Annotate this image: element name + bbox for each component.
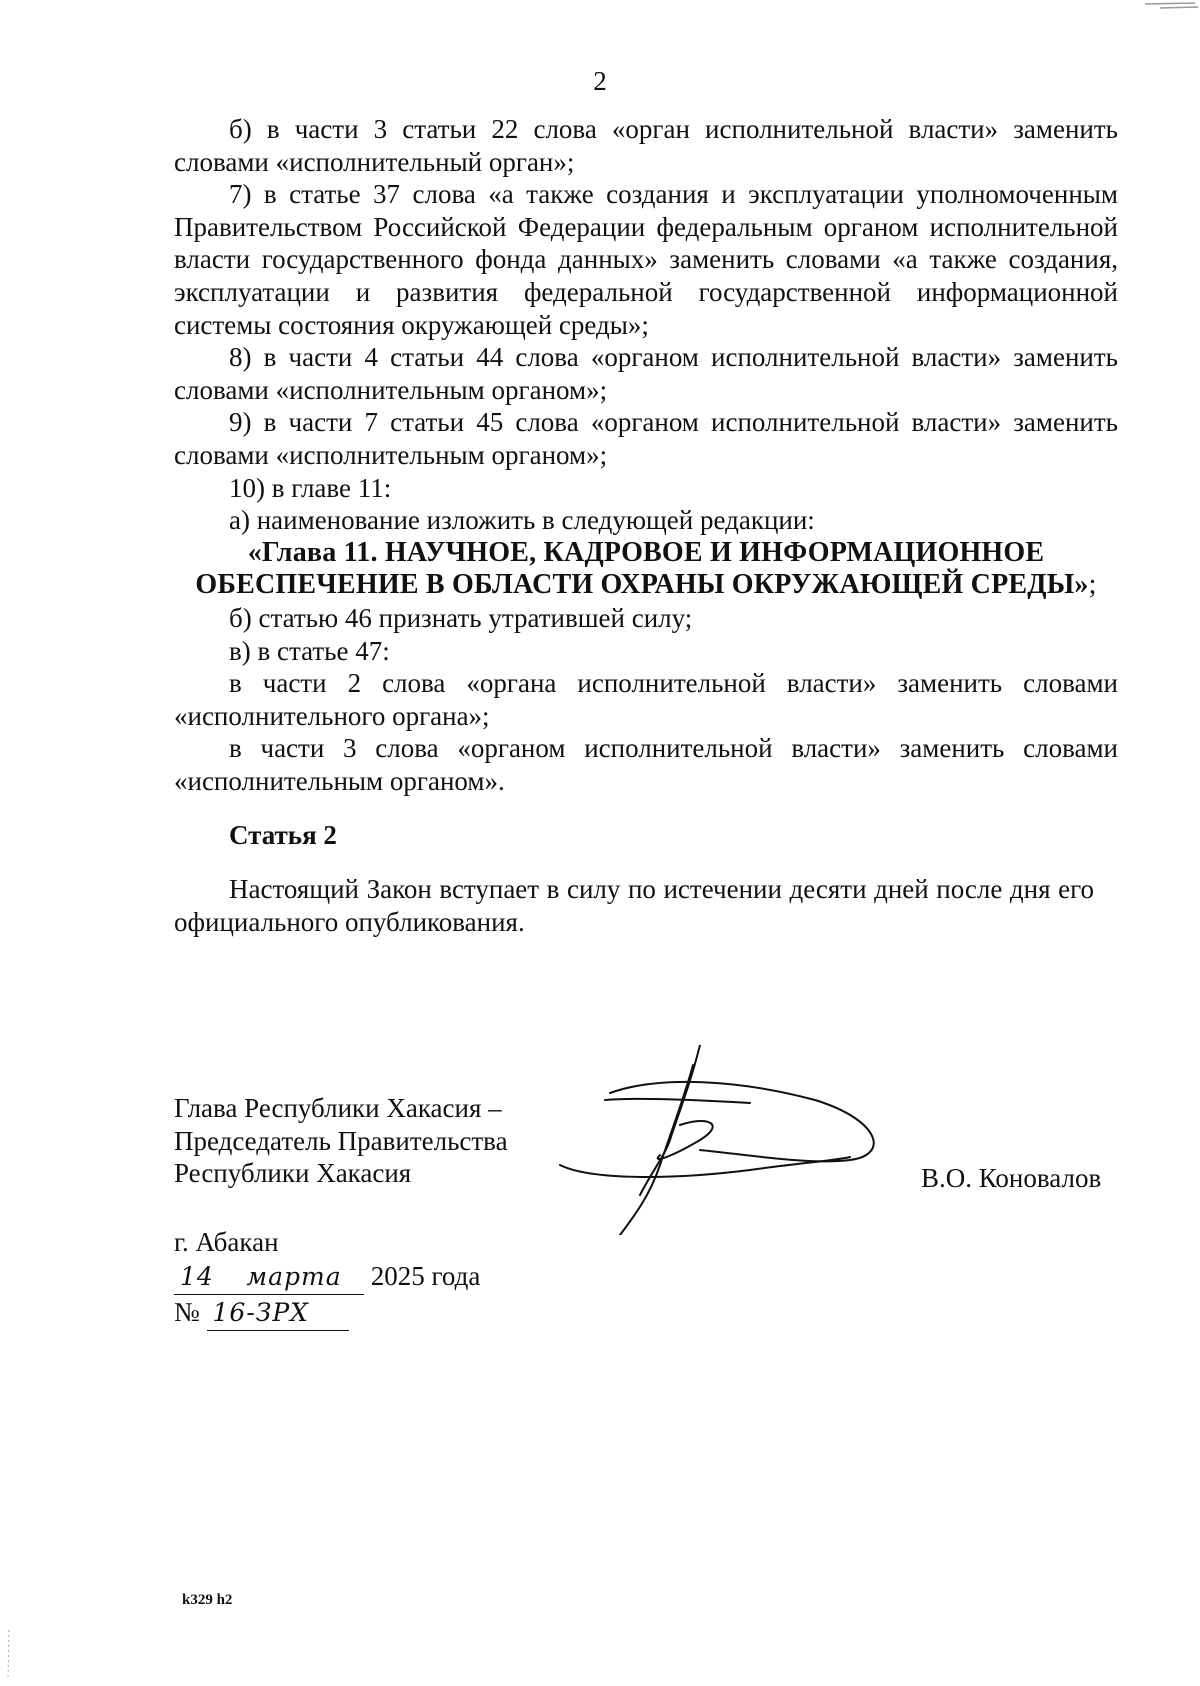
place: г. Абакан xyxy=(174,1227,279,1257)
chapter-title-line2 xyxy=(174,569,1118,602)
chapter-title-tail: ; xyxy=(1088,569,1097,601)
signer-title-line1: Глава Республики Хакасия – xyxy=(174,1093,502,1123)
paragraph-item-10: 10) в главе 11: xyxy=(229,472,392,503)
scan-artifact xyxy=(1140,0,1200,14)
amendments-list xyxy=(174,113,1118,797)
date-line xyxy=(174,1259,480,1295)
signer-name: В.О. Коновалов xyxy=(921,1163,1102,1193)
paragraph-item-8: 8) в части 4 статьи 44 слова «органом исполнительной власти» заменить словами «исполнительным органом»; xyxy=(174,342,1118,405)
scan-artifact xyxy=(4,1630,14,1680)
paragraph-part-2: в части 2 слова «органа исполнительной власти» заменить словами «исполнительного органа»; xyxy=(174,668,1118,731)
paragraph-subitem-v: в) в статье 47: xyxy=(229,635,390,666)
number-sign: № xyxy=(174,1297,200,1327)
paragraph-subitem-a: а) наименование изложить в следующей редакции: xyxy=(229,505,815,536)
document-code: k329 h2 xyxy=(182,1592,233,1608)
signer-title-line3: Республики Хакасия xyxy=(174,1158,412,1189)
place-date-block xyxy=(174,1225,480,1331)
paragraph-item-9: 9) в части 7 статьи 45 слова «органом исполнительной власти» заменить словами «исполнительным органом»; xyxy=(174,407,1118,470)
law-number: 16-ЗРХ xyxy=(207,1296,349,1331)
signer-title xyxy=(174,1092,554,1190)
chapter-title xyxy=(174,537,1118,602)
date-month: марта xyxy=(224,1260,364,1295)
signer-title-line2: Председатель Правительства xyxy=(174,1125,508,1156)
date-year: 2025 года xyxy=(370,1261,481,1291)
article-2-text: Настоящий Закон вступает в силу по истечении десяти дней после дня его официального опубликования. xyxy=(174,874,1094,937)
page-number: 2 xyxy=(593,66,607,96)
date-day: 14 xyxy=(174,1260,224,1295)
paragraph-item-6: б) в части 3 статьи 22 слова «орган исполнительной власти» заменить словами «исполнительный орган»; xyxy=(174,114,1118,177)
paragraph-item-7: 7) в статье 37 слова «а также создания и эксплуатации уполномоченным Правительством Российской Федерации федеральным органом исполнительной власти государственного фонда данных» заменить словами «а также создания, эксплуатации и развития федеральной государственной информационной системы состояния окружающей среды»; xyxy=(174,179,1118,340)
signature-image xyxy=(550,1045,900,1235)
paragraph-subitem-b: б) статью 46 признать утратившей силу; xyxy=(229,602,693,633)
article-2-heading: Статья 2 xyxy=(229,820,337,850)
chapter-title-line1: «Глава 11. НАУЧНОЕ, КАДРОВОЕ И ИНФОРМАЦИОННОЕ xyxy=(247,536,1045,568)
paragraph-part-3: в части 3 слова «органом исполнительной власти» заменить словами «исполнительным органом». xyxy=(174,733,1118,796)
number-line xyxy=(174,1295,480,1331)
chapter-title-line2-text: ОБЕСПЕЧЕНИЕ В ОБЛАСТИ ОХРАНЫ ОКРУЖАЮЩЕЙ СРЕДЫ» xyxy=(195,569,1089,601)
